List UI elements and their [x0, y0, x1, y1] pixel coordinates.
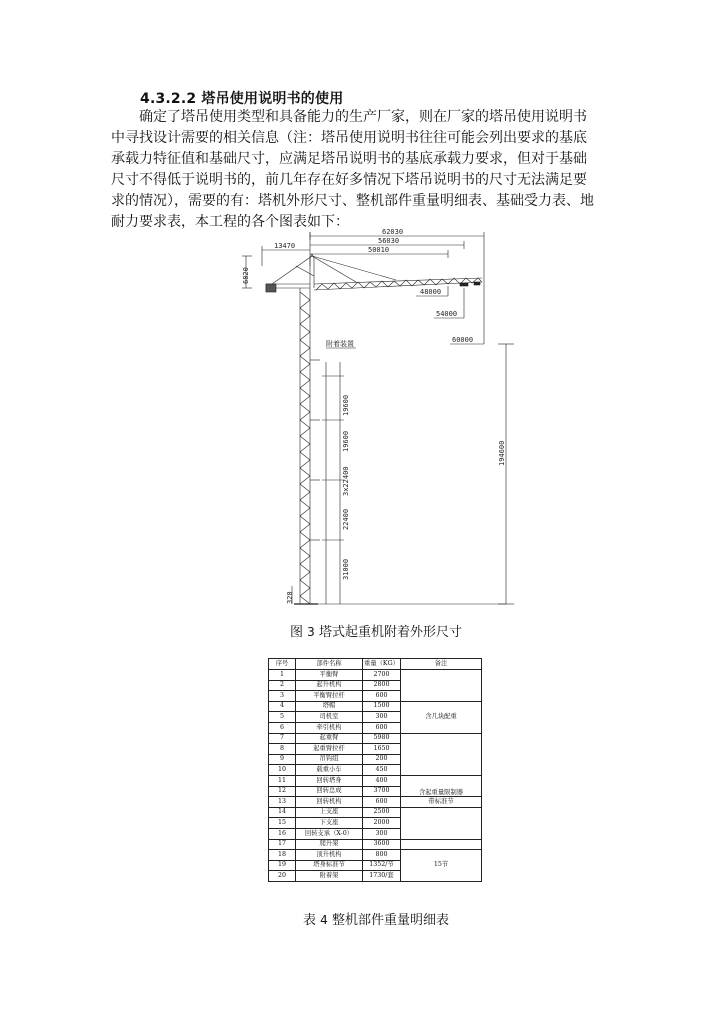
table-cell-no: 7 — [269, 733, 296, 744]
dim-60000: 60000 — [452, 336, 474, 344]
table-cell-weight: 3600 — [363, 839, 401, 850]
dim-3x22400: 3x22400 — [342, 466, 350, 496]
table-cell-name: 起重臂拉杆 — [296, 744, 363, 755]
table-cell-weight: 2000 — [363, 818, 401, 829]
dim-62030: 62030 — [382, 228, 404, 236]
table-cell-name: 起升机构 — [296, 680, 363, 691]
paragraph-line: 求的情况），需要的有：塔机外形尺寸、整机部件重量明细表、基础受力表、地 — [111, 193, 594, 209]
table-cell-no: 12 — [269, 786, 296, 797]
dim-50010: 50010 — [368, 246, 390, 254]
table-cell-name: 载重小车 — [296, 765, 363, 776]
dim-19600-b: 19600 — [342, 430, 350, 452]
table-cell-weight: 800 — [363, 850, 401, 861]
tower-mast — [294, 288, 320, 604]
paragraph-line: 承载力特征值和基础尺寸，应满足塔吊说明书的基底承载力要求，但对于基础 — [111, 151, 587, 167]
table-cell-name: 平衡臂 — [296, 670, 363, 681]
table-cell-name: 顶升机构 — [296, 850, 363, 861]
table-header-cell: 重量（KG） — [363, 659, 401, 670]
table-cell-remark — [401, 733, 482, 775]
table-cell-weight: 400 — [363, 775, 401, 786]
table-cell-no: 8 — [269, 744, 296, 755]
table-cell-weight: 1352/节 — [363, 860, 401, 871]
table-row — [269, 733, 482, 744]
table-cell-weight: 1500 — [363, 701, 401, 712]
table-cell-weight: 1650 — [363, 744, 401, 755]
table-cell-weight: 300 — [363, 828, 401, 839]
attach-device-label: 附着装置 — [326, 340, 354, 348]
table-cell-no: 16 — [269, 828, 296, 839]
figure-caption-prefix: 图 — [290, 625, 304, 640]
paragraph-line: 中寻找设计需要的相关信息（注：塔吊使用说明书往往可能会列出要求的基底 — [111, 130, 587, 146]
table-header-cell: 序号 — [269, 659, 296, 670]
table-cell-remark: 15节 — [401, 850, 482, 882]
mast-dimension-lines — [292, 344, 514, 604]
table-cell-no: 13 — [269, 797, 296, 808]
table-cell-name: 回转机构 — [296, 797, 363, 808]
tower-crane-drawing — [236, 226, 526, 610]
table-cell-name: 回转总成 — [296, 786, 363, 797]
table-cell-remark: 带标准节 — [401, 797, 482, 808]
table-row — [269, 701, 482, 712]
table-cell-weight: 300 — [363, 712, 401, 723]
table-caption-number: 4 — [320, 913, 328, 927]
table-cell-no: 10 — [269, 765, 296, 776]
table-header-row — [269, 659, 482, 670]
table-row — [269, 797, 482, 808]
table-cell-remark: 含几块配重 — [401, 701, 482, 733]
table-cell-name: 回转塔身 — [296, 775, 363, 786]
section-heading: 4.3.2.2 塔吊使用说明书的使用 — [140, 91, 344, 107]
table-row — [269, 670, 482, 681]
table-cell-weight: 450 — [363, 765, 401, 776]
table-row — [269, 839, 482, 850]
table-cell-no: 6 — [269, 722, 296, 733]
table-cell-weight: 2800 — [363, 680, 401, 691]
paragraph-line: 确定了塔吊使用类型和具备能力的生产厂家，则在厂家的塔吊使用说明书 — [139, 109, 587, 125]
parts-weight-table — [268, 658, 482, 882]
table-cell-weight: 2500 — [363, 807, 401, 818]
table-cell-name: 塔帽 — [296, 701, 363, 712]
table-cell-no: 9 — [269, 754, 296, 765]
dim-320: 320 — [286, 591, 294, 604]
table-cell-no: 2 — [269, 680, 296, 691]
table-cell-name: 吊钩组 — [296, 754, 363, 765]
figure-caption — [236, 621, 516, 640]
table-cell-no: 18 — [269, 850, 296, 861]
table-row — [269, 850, 482, 861]
table-row — [269, 775, 482, 786]
dim-31000: 31000 — [342, 558, 350, 580]
table-cell-no: 15 — [269, 818, 296, 829]
table-cell-weight: 600 — [363, 797, 401, 808]
table-cell-name: 牵引机构 — [296, 722, 363, 733]
table-cell-weight: 600 — [363, 722, 401, 733]
table-cell-weight: 3700 — [363, 786, 401, 797]
table-caption-prefix: 表 — [303, 913, 317, 928]
table-cell-remark: 含起重量限制器 — [401, 775, 482, 796]
table-cell-no: 20 — [269, 871, 296, 882]
table-header-cell: 部件名称 — [296, 659, 363, 670]
table-caption-text: 整机部件重量明细表 — [331, 913, 449, 928]
paragraph-line: 耐力要求表，本工程的各个图表如下： — [111, 214, 349, 230]
table-cell-weight: 600 — [363, 691, 401, 702]
table-cell-name: 爬升架 — [296, 839, 363, 850]
table-cell-weight: 2700 — [363, 670, 401, 681]
table-caption — [236, 909, 516, 928]
table-cell-weight: 5980 — [363, 733, 401, 744]
body-paragraph — [111, 107, 616, 233]
table-cell-name: 起重臂 — [296, 733, 363, 744]
dim-22400: 22400 — [342, 508, 350, 530]
table-cell-remark — [401, 670, 482, 702]
dim-54000: 54000 — [436, 310, 458, 318]
table-cell-name: 司机室 — [296, 712, 363, 723]
table-cell-name: 附着架 — [296, 871, 363, 882]
table-cell-weight: 200 — [363, 754, 401, 765]
dim-13470: 13470 — [274, 242, 296, 250]
table-cell-no: 5 — [269, 712, 296, 723]
table-cell-name: 回转支承（X-0） — [296, 828, 363, 839]
table-row — [269, 807, 482, 818]
dim-6820: 6820 — [242, 267, 250, 284]
figure-caption-number: 3 — [307, 625, 315, 639]
table-cell-no: 1 — [269, 670, 296, 681]
figure-caption-text: 塔式起重机附着外形尺寸 — [318, 625, 462, 640]
dim-56030: 56030 — [378, 237, 400, 245]
table-cell-no: 4 — [269, 701, 296, 712]
paragraph-line: 尺寸不得低于说明书的，前几年存在好多情况下塔吊说明书的尺寸无法满足要 — [111, 172, 587, 188]
table-cell-no: 11 — [269, 775, 296, 786]
table-cell-name: 下支座 — [296, 818, 363, 829]
table-cell-weight: 1730/套 — [363, 871, 401, 882]
table-cell-name: 平衡臂拉杆 — [296, 691, 363, 702]
table-cell-no: 3 — [269, 691, 296, 702]
table-cell-name: 上支座 — [296, 807, 363, 818]
dim-194600: 194600 — [498, 440, 506, 466]
table-cell-no: 17 — [269, 839, 296, 850]
table-cell-no: 19 — [269, 860, 296, 871]
table-cell-remark — [401, 807, 482, 839]
table-cell-remark — [401, 839, 482, 850]
top-dimension-lines — [242, 232, 484, 290]
table-cell-no: 14 — [269, 807, 296, 818]
table-header-cell: 备注 — [401, 659, 482, 670]
crane-jib — [266, 254, 482, 292]
table-cell-name: 塔身标准节 — [296, 860, 363, 871]
dim-19600-a: 19600 — [342, 394, 350, 416]
dim-48000: 48000 — [420, 288, 442, 296]
